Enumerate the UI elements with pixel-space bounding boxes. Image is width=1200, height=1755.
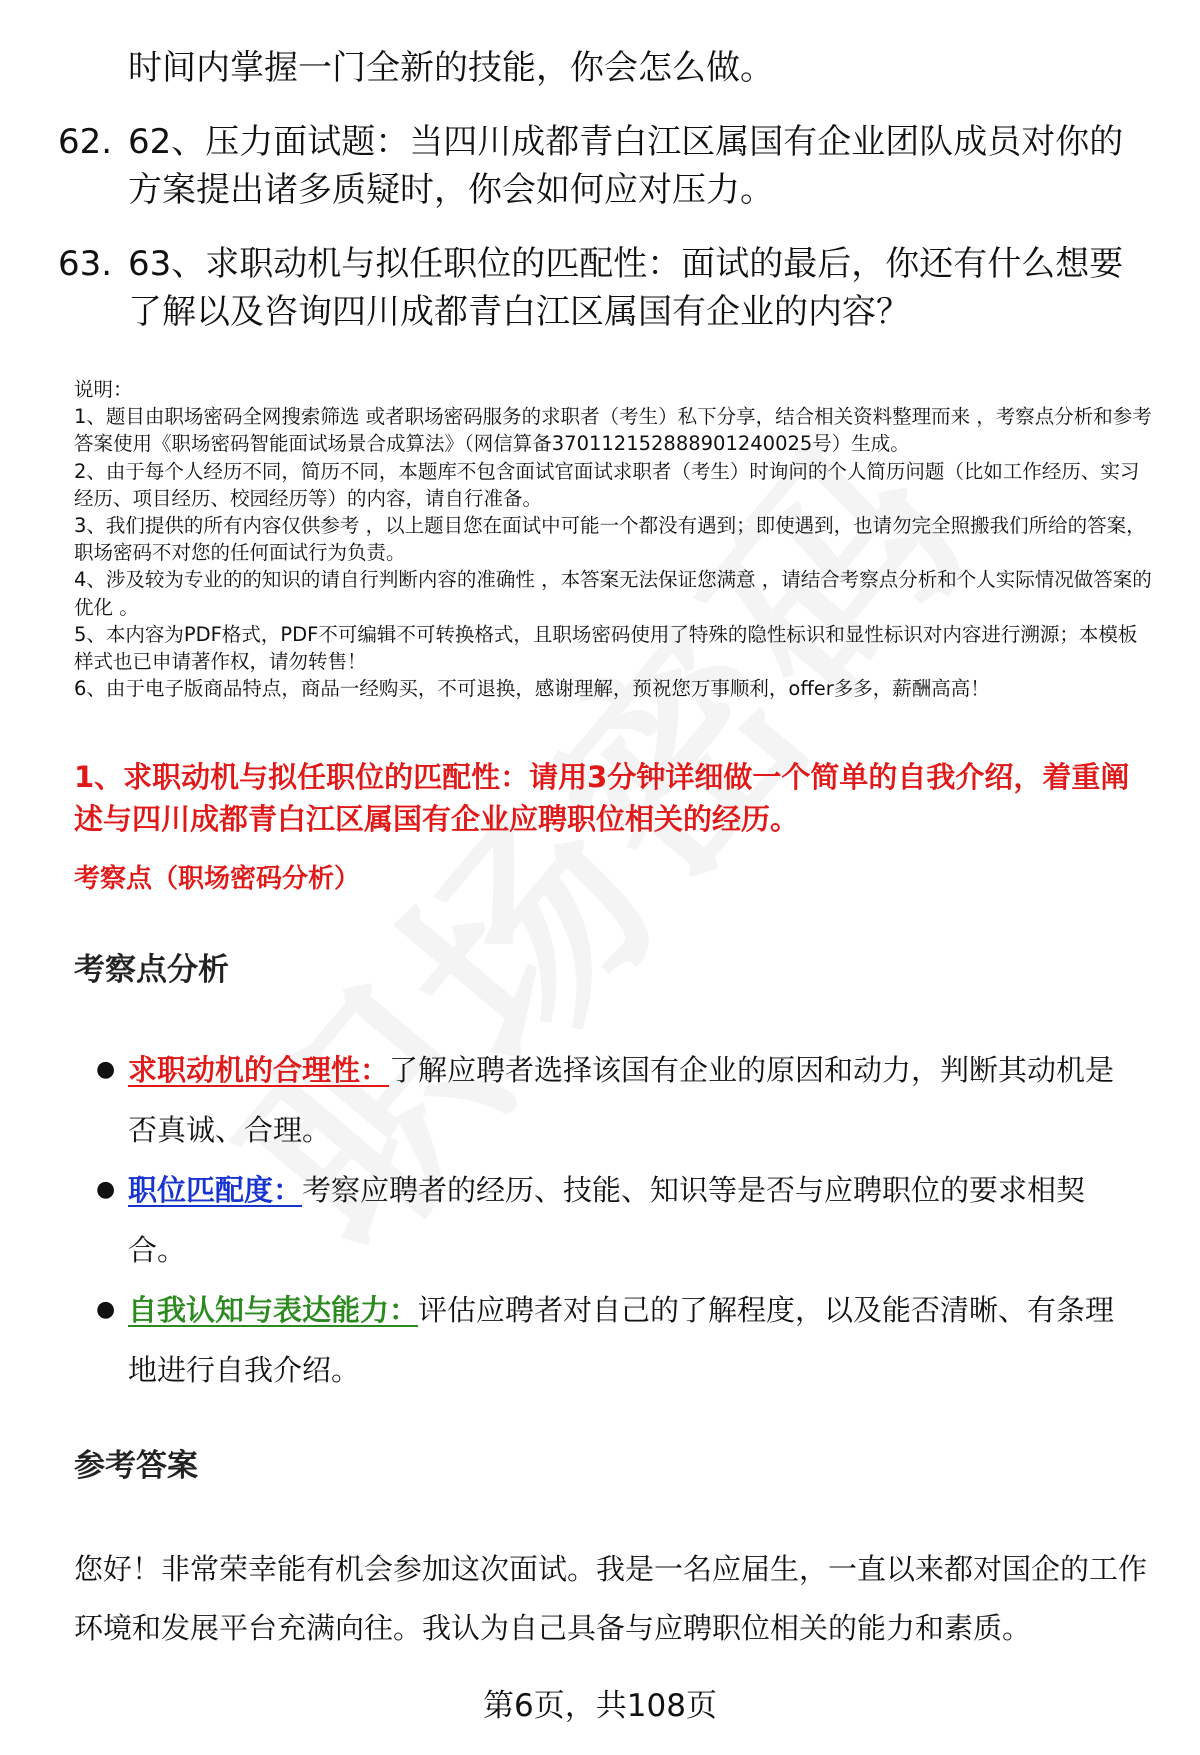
notes-heading: 说明： xyxy=(74,378,133,401)
answer-heading: 参考答案 xyxy=(74,1448,198,1484)
bullet-term: 自我认知与表达能力： xyxy=(128,1293,419,1327)
note-item: 4、涉及较为专业的的知识的请自行判断内容的准确性 ，本答案无法保证您满意 ，请结合考察点分析和个人实际情况做答案的优化 。 xyxy=(74,568,1152,619)
bullet-text: 考察应聘者的经历、技能、知识等是否与应聘职位的要求相契合。 xyxy=(128,1173,1086,1267)
analysis-heading: 考察点分析 xyxy=(74,952,229,988)
note-item: 2、由于每个人经历不同，简历不同，本题库不包含面试官面试求职者（考生）时询问的个人简历问题（比如工作经历、实习经历、项目经历、校园经历等）的内容，请自行准备。 xyxy=(74,459,1140,510)
question-title: 1、求职动机与拟任职位的匹配性：请用3分钟详细做一个简单的自我介绍，着重阐述与四川成都青白江区属国有企业应聘职位相关的经历。 xyxy=(74,760,1130,836)
question-number: 63. xyxy=(58,244,113,284)
note-item: 5、本内容为PDF格式，PDF不可编辑不可转换格式，且职场密码使用了特殊的隐性标识和显性标识对内容进行溯源；本模板样式也已申请著作权，请勿转售！ xyxy=(74,622,1138,674)
list-item xyxy=(58,118,1148,214)
bullet-text: 了解应聘者选择该国有企业的原因和动力，判断其动机是否真诚、合理。 xyxy=(128,1053,1115,1147)
bullet-text: 评估应聘者对自己的了解程度，以及能否清晰、有条理地进行自我介绍。 xyxy=(128,1293,1115,1387)
question-number: 62. xyxy=(58,122,113,162)
notes-block xyxy=(74,376,1154,702)
analysis-label: 考察点（职场密码分析） xyxy=(74,864,361,894)
question-text: 62、压力面试题：当四川成都青白江区属国有企业团队成员对你的方案提出诸多质疑时，你会如何应对压力。 xyxy=(128,122,1124,210)
bullet-body xyxy=(128,1160,1138,1280)
list-item xyxy=(96,1280,1156,1400)
question-number xyxy=(58,44,128,92)
bullet-term: 职位匹配度： xyxy=(128,1173,303,1207)
note-item: 6、由于电子版商品特点，商品一经购买，不可退换，感谢理解，预祝您万事顺利，offer多多，薪酬高高！ xyxy=(74,677,990,701)
bullet-body xyxy=(128,1040,1138,1160)
question-text: 63、求职动机与拟任职位的匹配性：面试的最后，你还有什么想要了解以及咨询四川成都青白江区属国有企业的内容？ xyxy=(128,244,1124,332)
question-list xyxy=(58,44,1148,362)
list-item xyxy=(58,240,1148,336)
list-item xyxy=(58,44,1148,92)
note-item: 1、题目由职场密码全网搜索筛选 或者职场密码服务的求职者（考生）私下分享，结合相关资料整理而来 ，考察点分析和参考答案使用《职场密码智能面试场景合成算法》（网信算备370112152888901240025号）生成。 xyxy=(74,405,1152,456)
list-item xyxy=(96,1040,1156,1160)
question-text: 时间内掌握一门全新的技能，你会怎么做。 xyxy=(128,48,774,88)
note-item: 3、我们提供的所有内容仅供参考 ，以上题目您在面试中可能一个都没有遇到；即使遇到，也请勿完全照搬我们所给的答案，职场密码不对您的任何面试行为负责。 xyxy=(74,514,1146,565)
analysis-bullets xyxy=(96,1040,1156,1400)
page-footer: 第6页，共108页 xyxy=(483,1688,717,1724)
list-item xyxy=(96,1160,1156,1280)
answer-text: 您好！非常荣幸能有机会参加这次面试。我是一名应届生，一直以来都对国企的工作环境和发展平台充满向往。我认为自己具备与应聘职位相关的能力和素质。 xyxy=(74,1552,1148,1645)
bullet-term: 求职动机的合理性： xyxy=(128,1053,390,1087)
bullet-body xyxy=(128,1280,1138,1400)
bullet-icon: ● xyxy=(96,1297,116,1322)
bullet-icon: ● xyxy=(96,1057,116,1082)
bullet-icon: ● xyxy=(96,1177,116,1202)
